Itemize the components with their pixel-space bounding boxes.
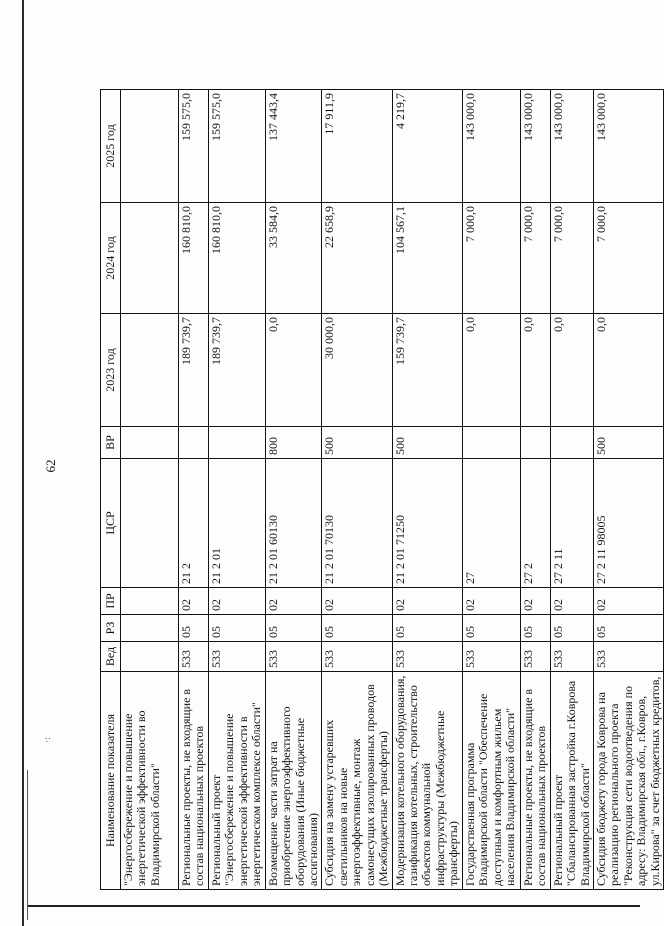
row-ved: 533 xyxy=(265,642,322,672)
row-2025: 143 000,0 xyxy=(462,90,520,203)
row-2024: 33 584,0 xyxy=(265,203,322,314)
row-2024: 7 000,0 xyxy=(593,203,663,314)
table-header-row xyxy=(101,90,121,890)
row-2023: 189 739,7 xyxy=(179,314,209,427)
table-row xyxy=(208,90,265,890)
page-edge-line xyxy=(22,0,24,926)
row-vr xyxy=(550,427,593,459)
row-2025: 4 219,7 xyxy=(392,90,462,203)
row-rz: 05 xyxy=(392,615,462,642)
row-2025: 137 443,4 xyxy=(265,90,322,203)
row-name: Региональный проект "Энергосбережение и повышение энергетической эффективности в энергетическом комплексе области" xyxy=(208,672,265,890)
row-rz: 05 xyxy=(179,615,209,642)
row-vr xyxy=(462,427,520,459)
row-2023: 0,0 xyxy=(520,314,550,427)
budget-table xyxy=(100,89,664,890)
bottom-rule xyxy=(28,905,640,907)
row-2024: 7 000,0 xyxy=(520,203,550,314)
row-vr xyxy=(520,427,550,459)
row-csr: 27 xyxy=(462,459,520,588)
row-2024 xyxy=(121,203,179,314)
table-row xyxy=(322,90,392,890)
rotated-table-wrapper xyxy=(100,90,662,890)
row-csr: 27 2 xyxy=(520,459,550,588)
row-csr: 21 2 01 60130 xyxy=(265,459,322,588)
row-2023: 30 000,0 xyxy=(322,314,392,427)
row-2025: 143 000,0 xyxy=(593,90,663,203)
row-2023: 159 739,7 xyxy=(392,314,462,427)
table-row xyxy=(392,90,462,890)
row-name: Субсидия бюджету города Коврова на реализацию регионального проекта "Реконструкция сети водоотведения по адресу: Владимирская обл., г.Ковров, ул.Кирова" за счет бюджетных кредитов, xyxy=(593,672,663,890)
row-name: Субсидия на замену устаревших светильников на новые энергоэффективные, монтаж самонесущих изолированных проводов (Межбюджетные трансферты) xyxy=(322,672,392,890)
row-rz: 05 xyxy=(462,615,520,642)
table-row xyxy=(179,90,209,890)
row-2025: 17 911,9 xyxy=(322,90,392,203)
header-2023: 2023 год xyxy=(101,314,121,427)
row-rz: 05 xyxy=(208,615,265,642)
row-name: Региональный проект "Сбалансированная застройка г.Коврова Владимирской области" xyxy=(550,672,593,890)
row-ved: 533 xyxy=(462,642,520,672)
table-row xyxy=(550,90,593,890)
row-name: Региональные проекты, не входящие в состав национальных проектов xyxy=(520,672,550,890)
row-rz: 05 xyxy=(322,615,392,642)
row-csr: 21 2 xyxy=(179,459,209,588)
row-2023 xyxy=(121,314,179,427)
row-pr: 02 xyxy=(392,588,462,615)
table-row xyxy=(121,90,179,890)
row-rz: 05 xyxy=(520,615,550,642)
row-ved: 533 xyxy=(520,642,550,672)
row-pr: 02 xyxy=(208,588,265,615)
row-ved xyxy=(121,642,179,672)
row-2024: 104 567,1 xyxy=(392,203,462,314)
row-csr: 27 2 11 98005 xyxy=(593,459,663,588)
row-2023: 189 739,7 xyxy=(208,314,265,427)
row-ved: 533 xyxy=(208,642,265,672)
header-rz: РЗ xyxy=(101,615,121,642)
header-pr: ПР xyxy=(101,588,121,615)
row-csr: 21 2 01 70130 xyxy=(322,459,392,588)
row-2023: 0,0 xyxy=(593,314,663,427)
table-row xyxy=(520,90,550,890)
row-name: Модернизация котельного оборудования, газификация котельных, строительство объектов коммунальной инфраструктуры (Межбюджетные трансферты) xyxy=(392,672,462,890)
row-pr: 02 xyxy=(593,588,663,615)
row-2023: 0,0 xyxy=(550,314,593,427)
row-csr: 27 2 11 xyxy=(550,459,593,588)
row-2025: 143 000,0 xyxy=(520,90,550,203)
header-2025: 2025 год xyxy=(101,90,121,203)
row-csr xyxy=(121,459,179,588)
row-pr: 02 xyxy=(322,588,392,615)
row-ved: 533 xyxy=(550,642,593,672)
row-vr: 800 xyxy=(265,427,322,459)
row-pr xyxy=(121,588,179,615)
row-rz xyxy=(121,615,179,642)
row-pr: 02 xyxy=(462,588,520,615)
page-edge-line-inner xyxy=(27,770,28,920)
row-vr: 500 xyxy=(322,427,392,459)
row-2025: 143 000,0 xyxy=(550,90,593,203)
row-pr: 02 xyxy=(265,588,322,615)
row-pr: 02 xyxy=(179,588,209,615)
table-row xyxy=(265,90,322,890)
row-vr xyxy=(121,427,179,459)
row-2023: 0,0 xyxy=(265,314,322,427)
row-vr xyxy=(179,427,209,459)
row-pr: 02 xyxy=(550,588,593,615)
table-row xyxy=(462,90,520,890)
row-2025: 159 575,0 xyxy=(208,90,265,203)
row-2025: 159 575,0 xyxy=(179,90,209,203)
row-2024: 22 658,9 xyxy=(322,203,392,314)
header-csr: ЦСР xyxy=(101,459,121,588)
row-2024: 7 000,0 xyxy=(462,203,520,314)
header-vr: ВР xyxy=(101,427,121,459)
row-ved: 533 xyxy=(179,642,209,672)
row-name: Государственная программа Владимирской области "Обеспечение доступным и комфортным жильем населения Владимирской области" xyxy=(462,672,520,890)
row-2024: 7 000,0 xyxy=(550,203,593,314)
row-2024: 160 810,0 xyxy=(179,203,209,314)
row-ved: 533 xyxy=(593,642,663,672)
row-name: Региональные проекты, не входящие в состав национальных проектов xyxy=(179,672,209,890)
header-2024: 2024 год xyxy=(101,203,121,314)
header-name: Наименование показателя xyxy=(101,672,121,890)
table-row xyxy=(593,90,663,890)
row-pr: 02 xyxy=(520,588,550,615)
row-name: Возмещение части затрат на приобретение энергоэффективного оборудования (Иные бюджетные ассигнования) xyxy=(265,672,322,890)
row-2024: 160 810,0 xyxy=(208,203,265,314)
header-ved: Вед xyxy=(101,642,121,672)
page-number: 62 xyxy=(43,459,58,473)
row-ved: 533 xyxy=(392,642,462,672)
row-csr: 21 2 01 71250 xyxy=(392,459,462,588)
row-vr: 500 xyxy=(593,427,663,459)
row-name: "Энергосбережение и повышение энергетической эффективности во Владимирской области" xyxy=(121,672,179,890)
row-rz: 05 xyxy=(265,615,322,642)
row-vr: 500 xyxy=(392,427,462,459)
row-csr: 21 2 01 xyxy=(208,459,265,588)
row-2025 xyxy=(121,90,179,203)
row-vr xyxy=(208,427,265,459)
row-rz: 05 xyxy=(593,615,663,642)
row-ved: 533 xyxy=(322,642,392,672)
row-rz: 05 xyxy=(550,615,593,642)
scan-mark: ·: xyxy=(41,737,52,743)
row-2023: 0,0 xyxy=(462,314,520,427)
